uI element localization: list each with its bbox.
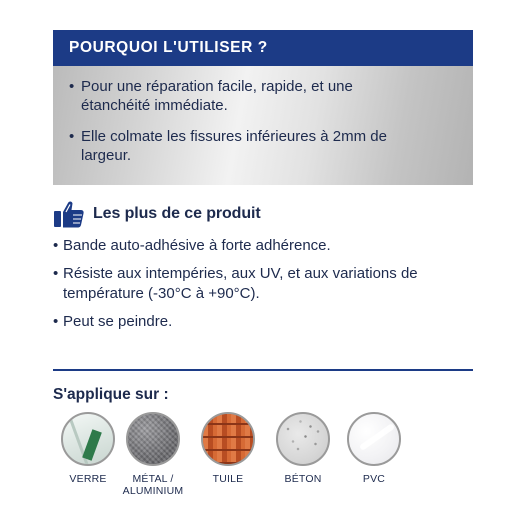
thumbs-up-icon xyxy=(53,199,85,229)
advantages-title: Les plus de ce produit xyxy=(93,205,261,222)
glass-swatch-icon xyxy=(61,412,115,466)
advantage-item: • Peut se peindre. xyxy=(53,312,423,332)
why-use-item: • Elle colmate les fissures inférieures à 2mm de largeur. xyxy=(69,127,411,165)
section-divider xyxy=(53,369,473,371)
advantages-heading xyxy=(53,198,473,230)
why-use-panel xyxy=(53,30,473,185)
advantages-list xyxy=(53,236,473,332)
why-use-item: • Pour une réparation facile, rapide, et une étanchéité immédiate. xyxy=(69,77,411,115)
applies-on-title: S'applique sur : xyxy=(53,386,169,403)
advantage-item: • Résiste aux intempéries, aux UV, et aux variations de température (-30°C à +90°C). xyxy=(53,264,423,304)
product-advantages xyxy=(53,198,473,340)
surface-tile xyxy=(193,412,263,485)
surface-label: MÉTAL / ALUMINIUM xyxy=(122,473,184,497)
surface-label: PVC xyxy=(362,473,386,485)
why-use-title: POURQUOI L'UTILISER ? xyxy=(53,30,473,66)
surface-pvc xyxy=(339,412,409,485)
concrete-swatch-icon xyxy=(276,412,330,466)
surface-list xyxy=(53,412,473,512)
pvc-swatch-icon xyxy=(347,412,401,466)
surface-label: TUILE xyxy=(212,473,244,485)
surface-glass xyxy=(53,412,123,485)
why-use-list xyxy=(53,66,473,165)
advantage-item: • Bande auto-adhésive à forte adhérence. xyxy=(53,236,423,256)
surface-label: VERRE xyxy=(69,473,107,485)
tile-swatch-icon xyxy=(201,412,255,466)
surface-label: BÉTON xyxy=(284,473,322,485)
surface-metal xyxy=(118,412,188,497)
metal-swatch-icon xyxy=(126,412,180,466)
surface-concrete xyxy=(268,412,338,485)
